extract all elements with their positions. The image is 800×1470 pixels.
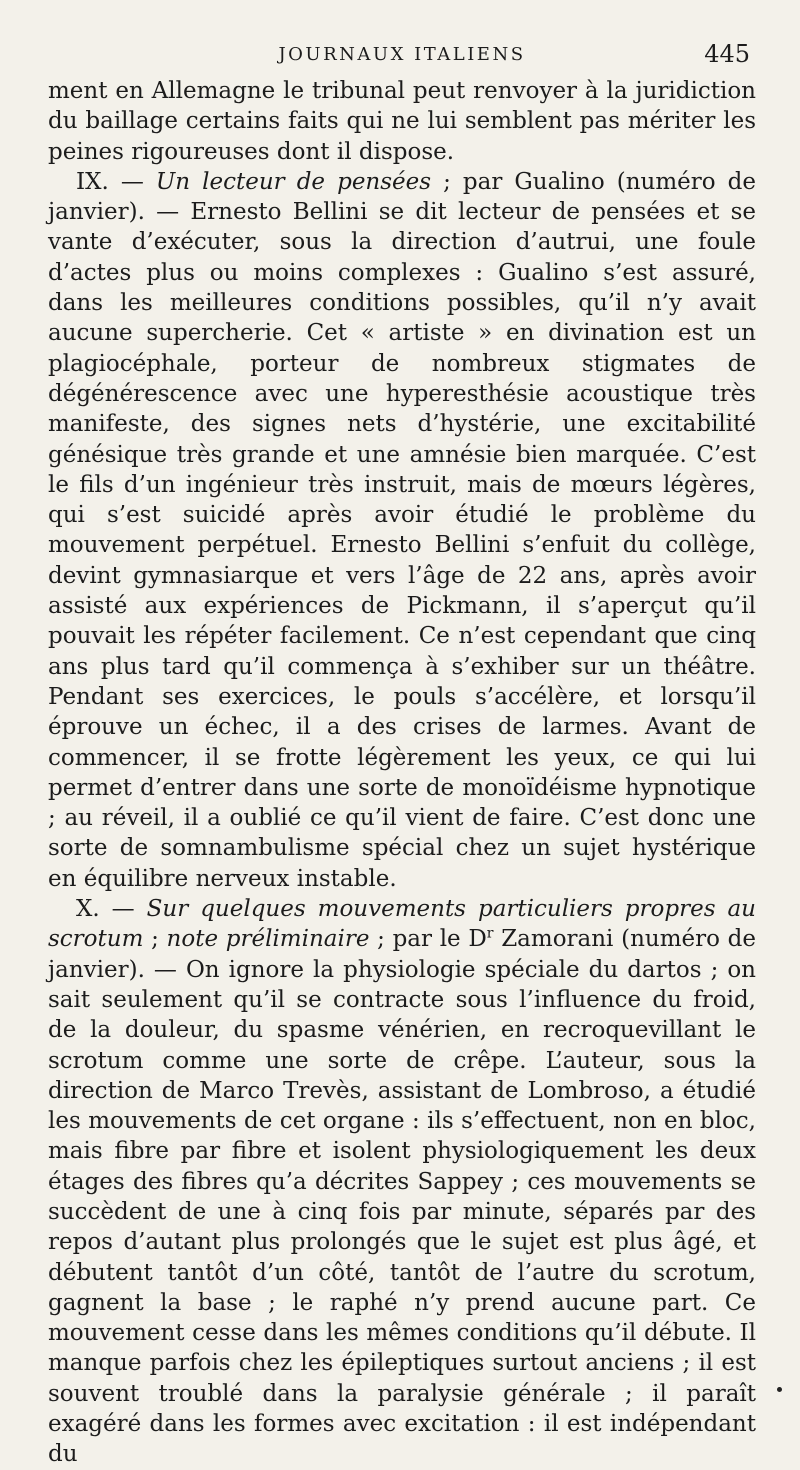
section-ix-numeral: IX. — — [76, 168, 156, 195]
running-head — [48, 36, 756, 76]
paragraph-section-ix — [48, 167, 756, 894]
body-text — [48, 76, 756, 1470]
paragraph-section-x — [48, 894, 756, 1470]
page-number: 445 — [704, 40, 750, 68]
section-x-numeral: X. — — [76, 896, 147, 923]
section-x-text: Zamorani (numéro de janvier). — On ignore la physiologie spéciale du dartos ; on sait seulement qu’il se contracte sous l’influence du froid, de la douleur, du spasme vénérien, en recroquevillant le scrotum comme une sorte de crêpe. L’auteur, sous la direction de Marco Trevès, assistant de Lombroso, a étudié les mouvements de cet organe : ils s’effectuent, non en bloc, mais fibre par fibre et isolent physiologiquement les deux étages des fibres qu’a décrites Sappey ; ces mouvements se succèdent de une à cinq fois par minute, séparés par des repos d’autant plus prolongés que le sujet est plus âgé, et débutent tantôt d’un côté, tantôt de l’autre du scrotum, gagnent la base ; le raphé n’y prend aucune part. Ce mouvement cesse dans les mêmes conditions qu’il débute. Il manque parfois chez les épileptiques surtout anciens ; il est souvent troublé dans la paralysie générale ; il paraît exagéré dans les formes avec excitation : il est indépendant du — [48, 926, 756, 1468]
section-x-title: Sur quelques mouvements particuliers propres au scrotum — [48, 896, 756, 953]
section-x-separator: ; — [143, 926, 167, 953]
section-ix-title: Un lecteur de pensées — [155, 168, 432, 195]
running-title: JOURNAUX ITALIENS — [278, 44, 526, 65]
section-x-subtitle: note préliminaire — [166, 926, 370, 953]
margin-dot — [777, 1387, 782, 1392]
section-x-author-prefix: ; par le D — [369, 926, 487, 953]
section-x-superscript: r — [486, 925, 494, 942]
section-ix-text: ; par Gualino (numéro de janvier). — Ernesto Bellini se dit lecteur de pensées et se vante d’exécuter, sous la direction d’autrui, une foule d’actes plus ou moins complexes : Gualino s’est assuré, dans les meilleures conditions possibles, qu’il n’y avait aucune supercherie. Cet « artiste » en divination est un plagiocéphale, porteur de nombreux stigmates de dégénérescence avec une hyperesthésie acoustique très manifeste, des signes nets d’hystérie, une excitabilité génésique très grande et une amnésie bien marquée. C’est le fils d’un ingénieur très instruit, mais de mœurs légères, qui s’est suicidé après avoir étudié le problème du mouvement perpétuel. Ernesto Bellini s’enfuit du collège, devint gymnasiarque et vers l’âge de 22 ans, après avoir assisté aux expériences de Pickmann, il s’aperçut qu’il pouvait les répéter facilement. Ce n’est cependant que cinq ans plus tard qu’il commença à s’exhiber sur un théâtre. Pendant ses exercices, le pouls s’accélère, et lorsqu’il éprouve un échec, il a des crises de larmes. Avant de commencer, il se frotte légèrement les yeux, ce qui lui permet d’entrer dans une sorte de monoïdéisme hypnotique ; au réveil, il a oublié ce qu’il vient de faire. C’est donc une sorte de somnambulisme spécial chez un sujet hystérique en équilibre nerveux instable. — [48, 168, 756, 892]
paragraph-continuation: ment en Allemagne le tribunal peut renvoyer à la juridiction du baillage certains faits qui ne lui semblent pas mériter les peines rigoureuses dont il dispose. — [48, 78, 756, 165]
